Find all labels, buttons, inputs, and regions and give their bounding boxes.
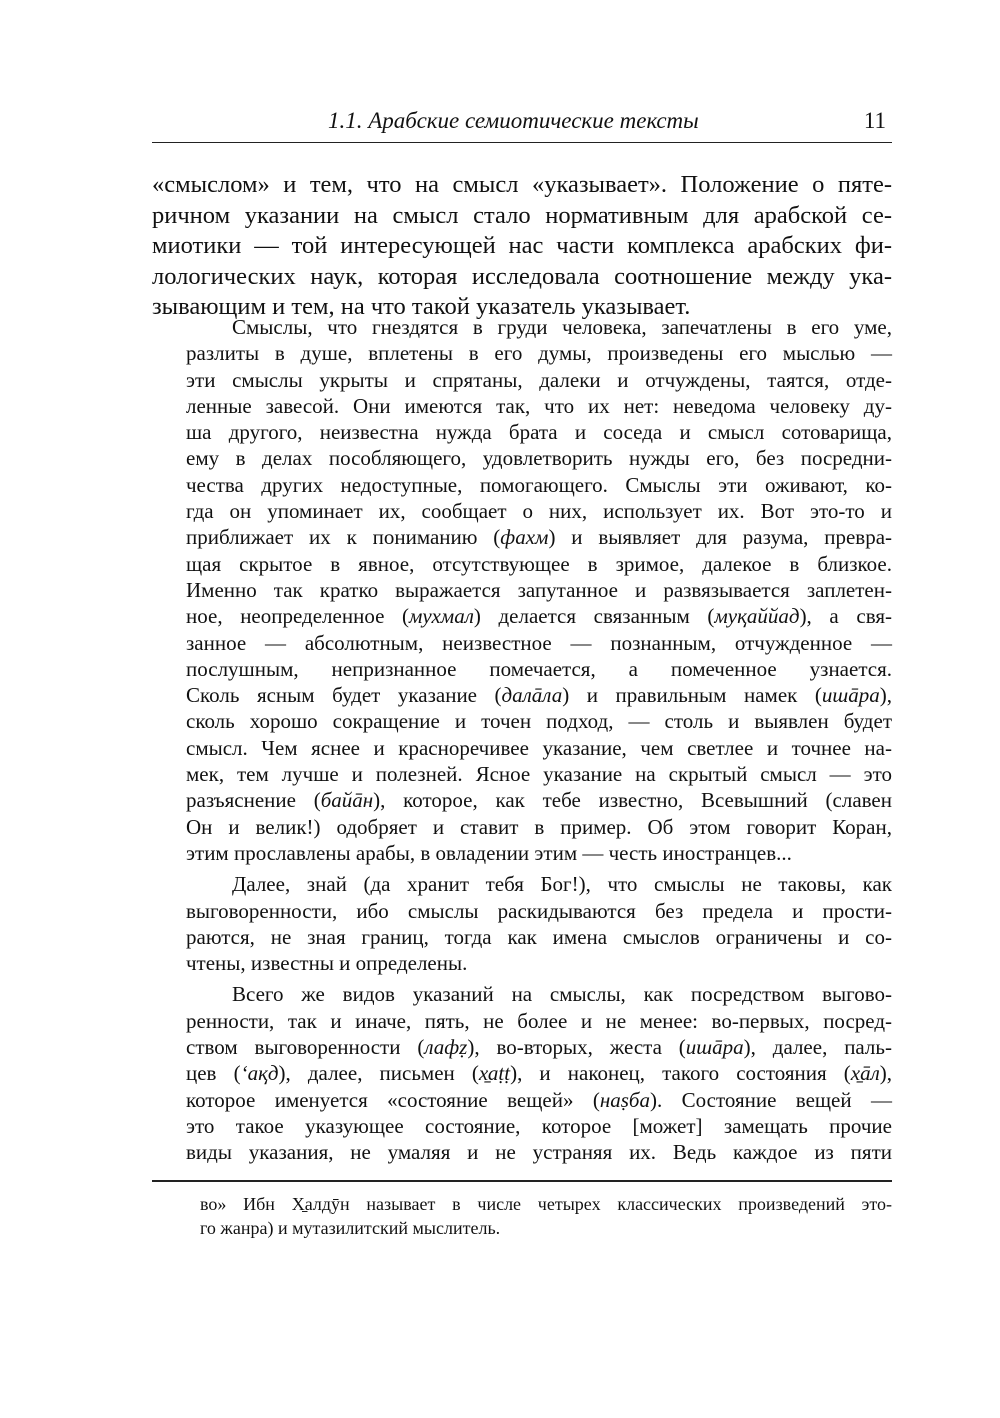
text-line: [186, 1034, 892, 1060]
quote-paragraph-2: [186, 871, 892, 976]
text-line: Всего же видов указаний на смыслы, как посредством выгово-: [232, 982, 892, 1007]
text-line: [186, 682, 892, 708]
text-line: чтены, известны и определены.: [186, 951, 468, 976]
text-run: ),: [879, 683, 892, 708]
text-run: Сколь ясным будет указание (: [186, 683, 502, 708]
text-line: Он и велик!) одобряет и ставит в пример. Об этом говорит Коран,: [186, 814, 892, 839]
text-line: [186, 1060, 892, 1086]
text-line: го жанра) и мутазилитский мыслитель.: [200, 1218, 501, 1238]
text-line: ша другого, неизвестна нужда брата и соседа и смысл сотоварища,: [186, 420, 892, 445]
lead-paragraph: [152, 170, 892, 323]
text-line: выговоренности, ибо смыслы раскидываются без предела и прости-: [186, 898, 892, 923]
text-line: ренности, так и иначе, пять, не более и не менее: во-первых, посред-: [186, 1008, 892, 1033]
term-italic: ишāра: [821, 683, 880, 708]
text-run: ) и правильным намек (: [562, 683, 822, 708]
term-italic: лафẓ: [424, 1035, 468, 1060]
footnote-rule: [152, 1180, 892, 1182]
term-italic: фахм: [500, 525, 549, 550]
text-line: этим прославлены арабы, в овладении этим — честь иностранцев...: [186, 840, 792, 865]
running-head: [152, 106, 892, 140]
text-line: чества других недоступные, помогающего. Смыслы эти оживают, ко-: [186, 472, 892, 497]
term-italic: х̱āл: [850, 1061, 880, 1086]
text-line: «смыслом» и тем, что на смысл «указывает». Положение о пяте-: [152, 171, 892, 198]
term-italic: х̱аṭṭ: [478, 1061, 511, 1086]
text-run: ), а свя-: [799, 604, 892, 629]
term-italic: мухмал: [409, 604, 474, 629]
header-rule: [152, 142, 892, 143]
text-line: ричном указании на смысл стало нормативным для арабской се-: [152, 201, 892, 229]
text-line: ему в делах пособляющего, удовлетворить нужды его, без посредни-: [186, 446, 892, 471]
text-run: ), которое, как тебе известно, Всевышний (славен: [373, 788, 892, 813]
text-run: приближает их к пониманию (: [186, 525, 501, 550]
text-run: цев (: [186, 1061, 241, 1086]
text-run: ). Состояние вещей —: [649, 1087, 892, 1112]
text-line: виды указания, не умаляя и не устраняя их. Ведь каждое из пяти: [186, 1140, 892, 1165]
text-line: ленные завесой. Они имеются так, что их нет: неведома человеку ду-: [186, 393, 892, 418]
text-line: гда он упоминает их, сообщает о них, использует их. Вот это-то и: [186, 499, 892, 524]
text-line: [186, 1087, 892, 1113]
text-line: [186, 603, 892, 629]
text-run: которое именуется «состояние вещей» (: [186, 1087, 600, 1112]
text-run: ),: [879, 1061, 892, 1086]
text-run: ), далее, письмен (: [278, 1061, 479, 1086]
footnote: [200, 1192, 892, 1240]
text-line: [186, 787, 892, 813]
text-line: раются, не зная границ, тогда как имена смыслов ограничены и со-: [186, 924, 892, 949]
text-run: ством выговоренности (: [186, 1035, 425, 1060]
text-line: зывающим и тем, на что такой указатель указывает.: [152, 293, 691, 320]
text-line: мек, тем лучше и полезней. Ясное указание на скрытый смысл — это: [186, 762, 892, 787]
text-line: смысл. Чем яснее и красноречивее указание, чем светлее и точнее на-: [186, 735, 892, 760]
text-line: щая скрытое в явное, отсутствующее в зримое, далекое в близкое.: [186, 551, 892, 576]
text-line: эти смыслы укрыты и спрятаны, далеки и отчуждены, таятся, отде-: [186, 367, 892, 392]
text-run: ), во-вторых, жеста (: [467, 1035, 686, 1060]
quote-paragraph-3: [186, 981, 892, 1165]
text-line: это такое указующее состояние, которое [может] замещать прочие: [186, 1113, 892, 1138]
term-italic: муқаййад: [714, 604, 800, 629]
text-line: послушным, непризнанное помечается, а помеченное узнается.: [186, 656, 892, 681]
text-line: Именно так кратко выражается запутанное и развязывается заплетен-: [186, 577, 892, 602]
text-line: лологических наук, которая исследовала соотношение между ука-: [152, 262, 892, 290]
text-line: занное — абсолютным, неизвестное — познанным, отчужденное —: [186, 630, 892, 655]
text-run: разъяснение (: [186, 788, 321, 813]
term-italic: байāн: [320, 788, 374, 813]
text-run: ), и наконец, такого состояния (: [510, 1061, 851, 1086]
block-quote: [186, 314, 892, 1166]
term-italic: наṣба: [599, 1087, 650, 1112]
text-line: разлиты в душе, вплетены в его думы, произведены его мыслью —: [186, 341, 892, 366]
term-italic: ʻақд: [240, 1061, 279, 1086]
text-run: ), далее, паль-: [743, 1035, 892, 1060]
text-line: сколь хорошо сокращение и точен подход, — столь и выявлен будет: [186, 709, 892, 734]
text-line: [186, 524, 892, 550]
text-run: ) и выявляет для разума, превра-: [548, 525, 893, 550]
term-italic: далāла: [501, 683, 563, 708]
text-line: Смыслы, что гнездятся в груди человека, запечатлены в его уме,: [232, 315, 892, 339]
page-number: 11: [863, 108, 886, 133]
text-run: ) делается связанным (: [473, 604, 715, 629]
text-line: Далее, знай (да хранит тебя Бог!), что смыслы не таковы, как: [232, 872, 892, 897]
text-run: ное, неопределенное (: [186, 604, 410, 629]
text-line: миотики — той интересующей нас части комплекса арабских фи-: [152, 232, 892, 259]
text-line: во» Ибн Х̱алдӯн называет в числе четырех классических произведений это-: [200, 1194, 892, 1214]
running-head-title: 1.1. Арабские семиотические тексты: [328, 108, 699, 133]
term-italic: ишāра: [685, 1035, 744, 1060]
quote-paragraph-1: [186, 314, 892, 866]
